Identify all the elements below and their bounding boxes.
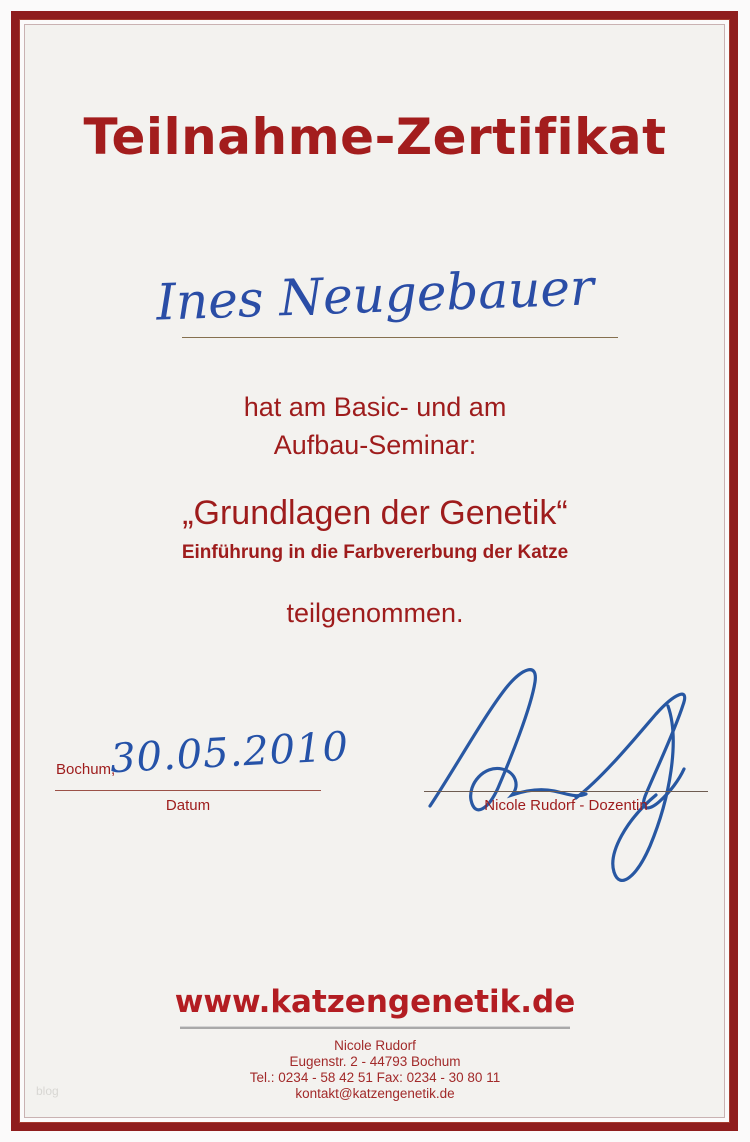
signature-underline [424,791,708,792]
participant-name-underline [182,337,618,338]
body-text-line-2: Aufbau-Seminar: [273,430,477,460]
body-text-line-3: teilgenommen. [286,598,464,628]
signature-ink-drawing [412,648,722,898]
footer-divider [180,1026,570,1029]
participant-name-handwriting: Ines Neugebauer [155,258,595,332]
handwritten-date: 30.05.2010 [108,723,351,783]
city-label: Bochum, [56,761,116,778]
seminar-title: „Grundlagen der Genetik“ [182,494,568,532]
body-text-line-1: hat am Basic- und am [243,392,507,422]
contact-phone-fax: Tel.: 0234 - 58 42 51 Fax: 0234 - 30 80 11 [249,1070,501,1085]
website-url: www.katzengenetik.de [174,984,576,1020]
inner-thin-border [24,24,725,1118]
contact-block [0,1038,750,1102]
contact-address: Eugenstr. 2 - 44793 Bochum [289,1054,461,1069]
date-underline [55,790,321,791]
blog-watermark: blog [36,1084,59,1098]
certificate-title: Teilnahme-Zertifikat [83,108,667,166]
date-field-label: Datum [165,797,211,814]
seminar-subtitle: Einführung in die Farbvererbung der Katze [181,542,569,563]
contact-email: kontakt@katzengenetik.de [295,1086,455,1101]
signer-label: Nicole Rudorf - Dozentin [484,797,648,814]
contact-name: Nicole Rudorf [334,1038,416,1053]
